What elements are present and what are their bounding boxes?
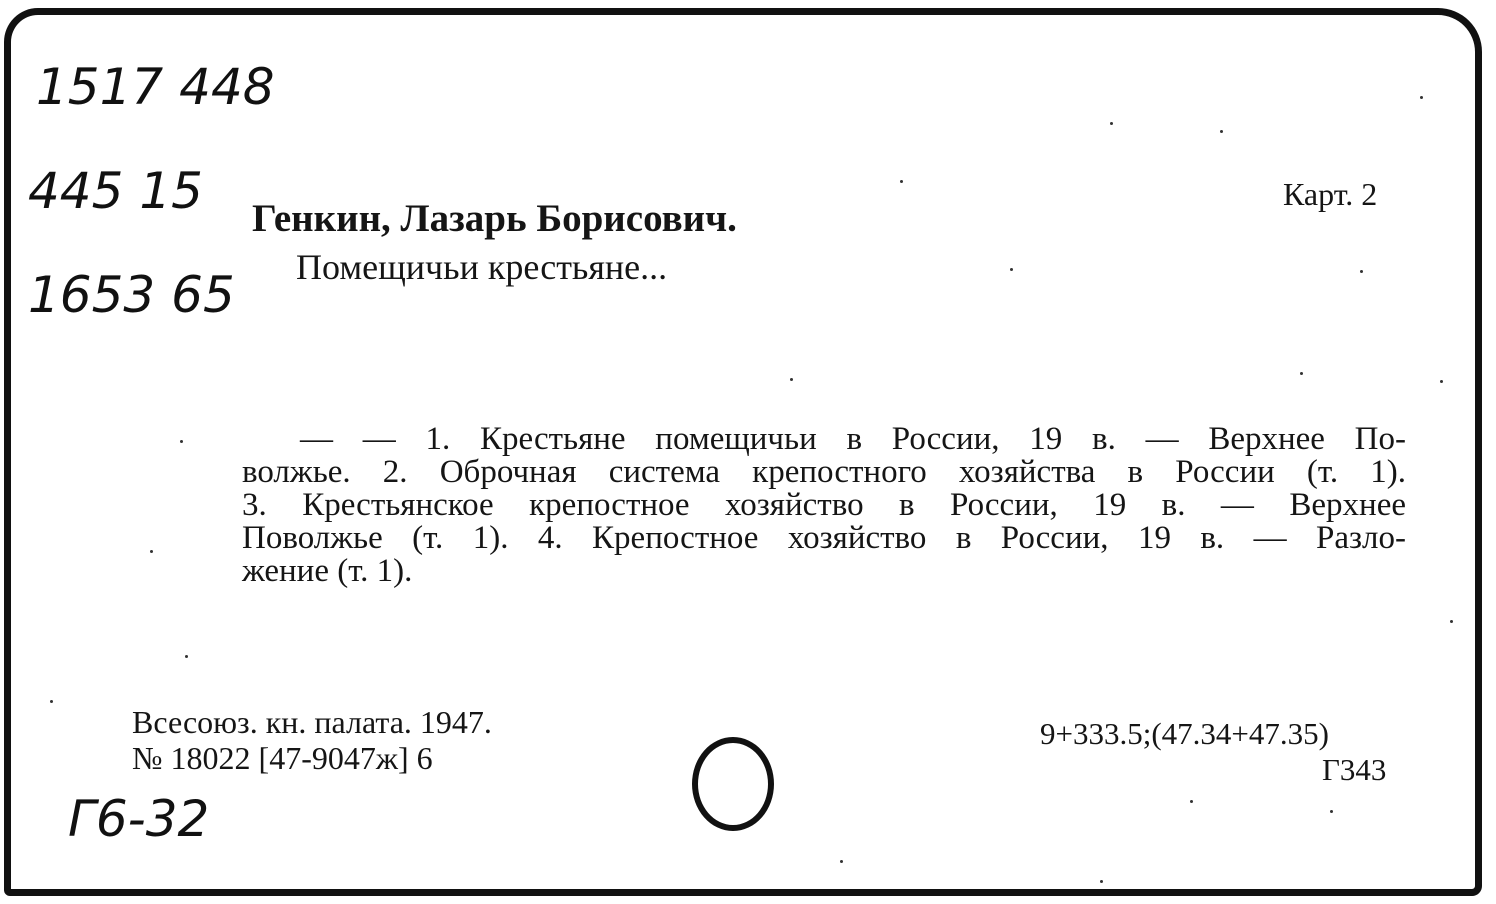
handwritten-note-2: 445 15: [28, 162, 203, 220]
subject-line: — — 1. Крестьяне помещичьи в России, 19 в. — Верхнее По-: [300, 421, 1406, 457]
card-label: Карт. 2: [1283, 176, 1378, 212]
registration-number: № 18022 [47-9047ж] 6: [132, 740, 433, 776]
call-number: Г343: [1322, 752, 1387, 787]
subject-line: волжье. 2. Оброчная система крепостного хозяйства в России (т. 1).: [242, 454, 1406, 490]
publisher-line: Всесоюз. кн. палата. 1947.: [132, 704, 492, 740]
handwritten-note-1: 1517 448: [36, 58, 275, 116]
subject-headings: [242, 423, 1406, 588]
handwritten-note-3: 1653 65: [28, 266, 235, 324]
classification-code: 9+333.5;(47.34+47.35): [1040, 716, 1329, 751]
punch-hole: [692, 737, 774, 831]
handwritten-note-bottom: Г6-32: [68, 790, 210, 848]
subject-line: 3. Крестьянское крепостное хозяйство в России, 19 в. — Верхнее: [242, 487, 1406, 523]
subject-line: Поволжье (т. 1). 4. Крепостное хозяйство в России, 19 в. — Разло-: [242, 520, 1406, 556]
author-heading: Генкин, Лазарь Борисович.: [252, 197, 737, 240]
subject-line: жение (т. 1).: [242, 553, 413, 589]
book-title: Помещичьи крестьяне...: [296, 247, 668, 287]
